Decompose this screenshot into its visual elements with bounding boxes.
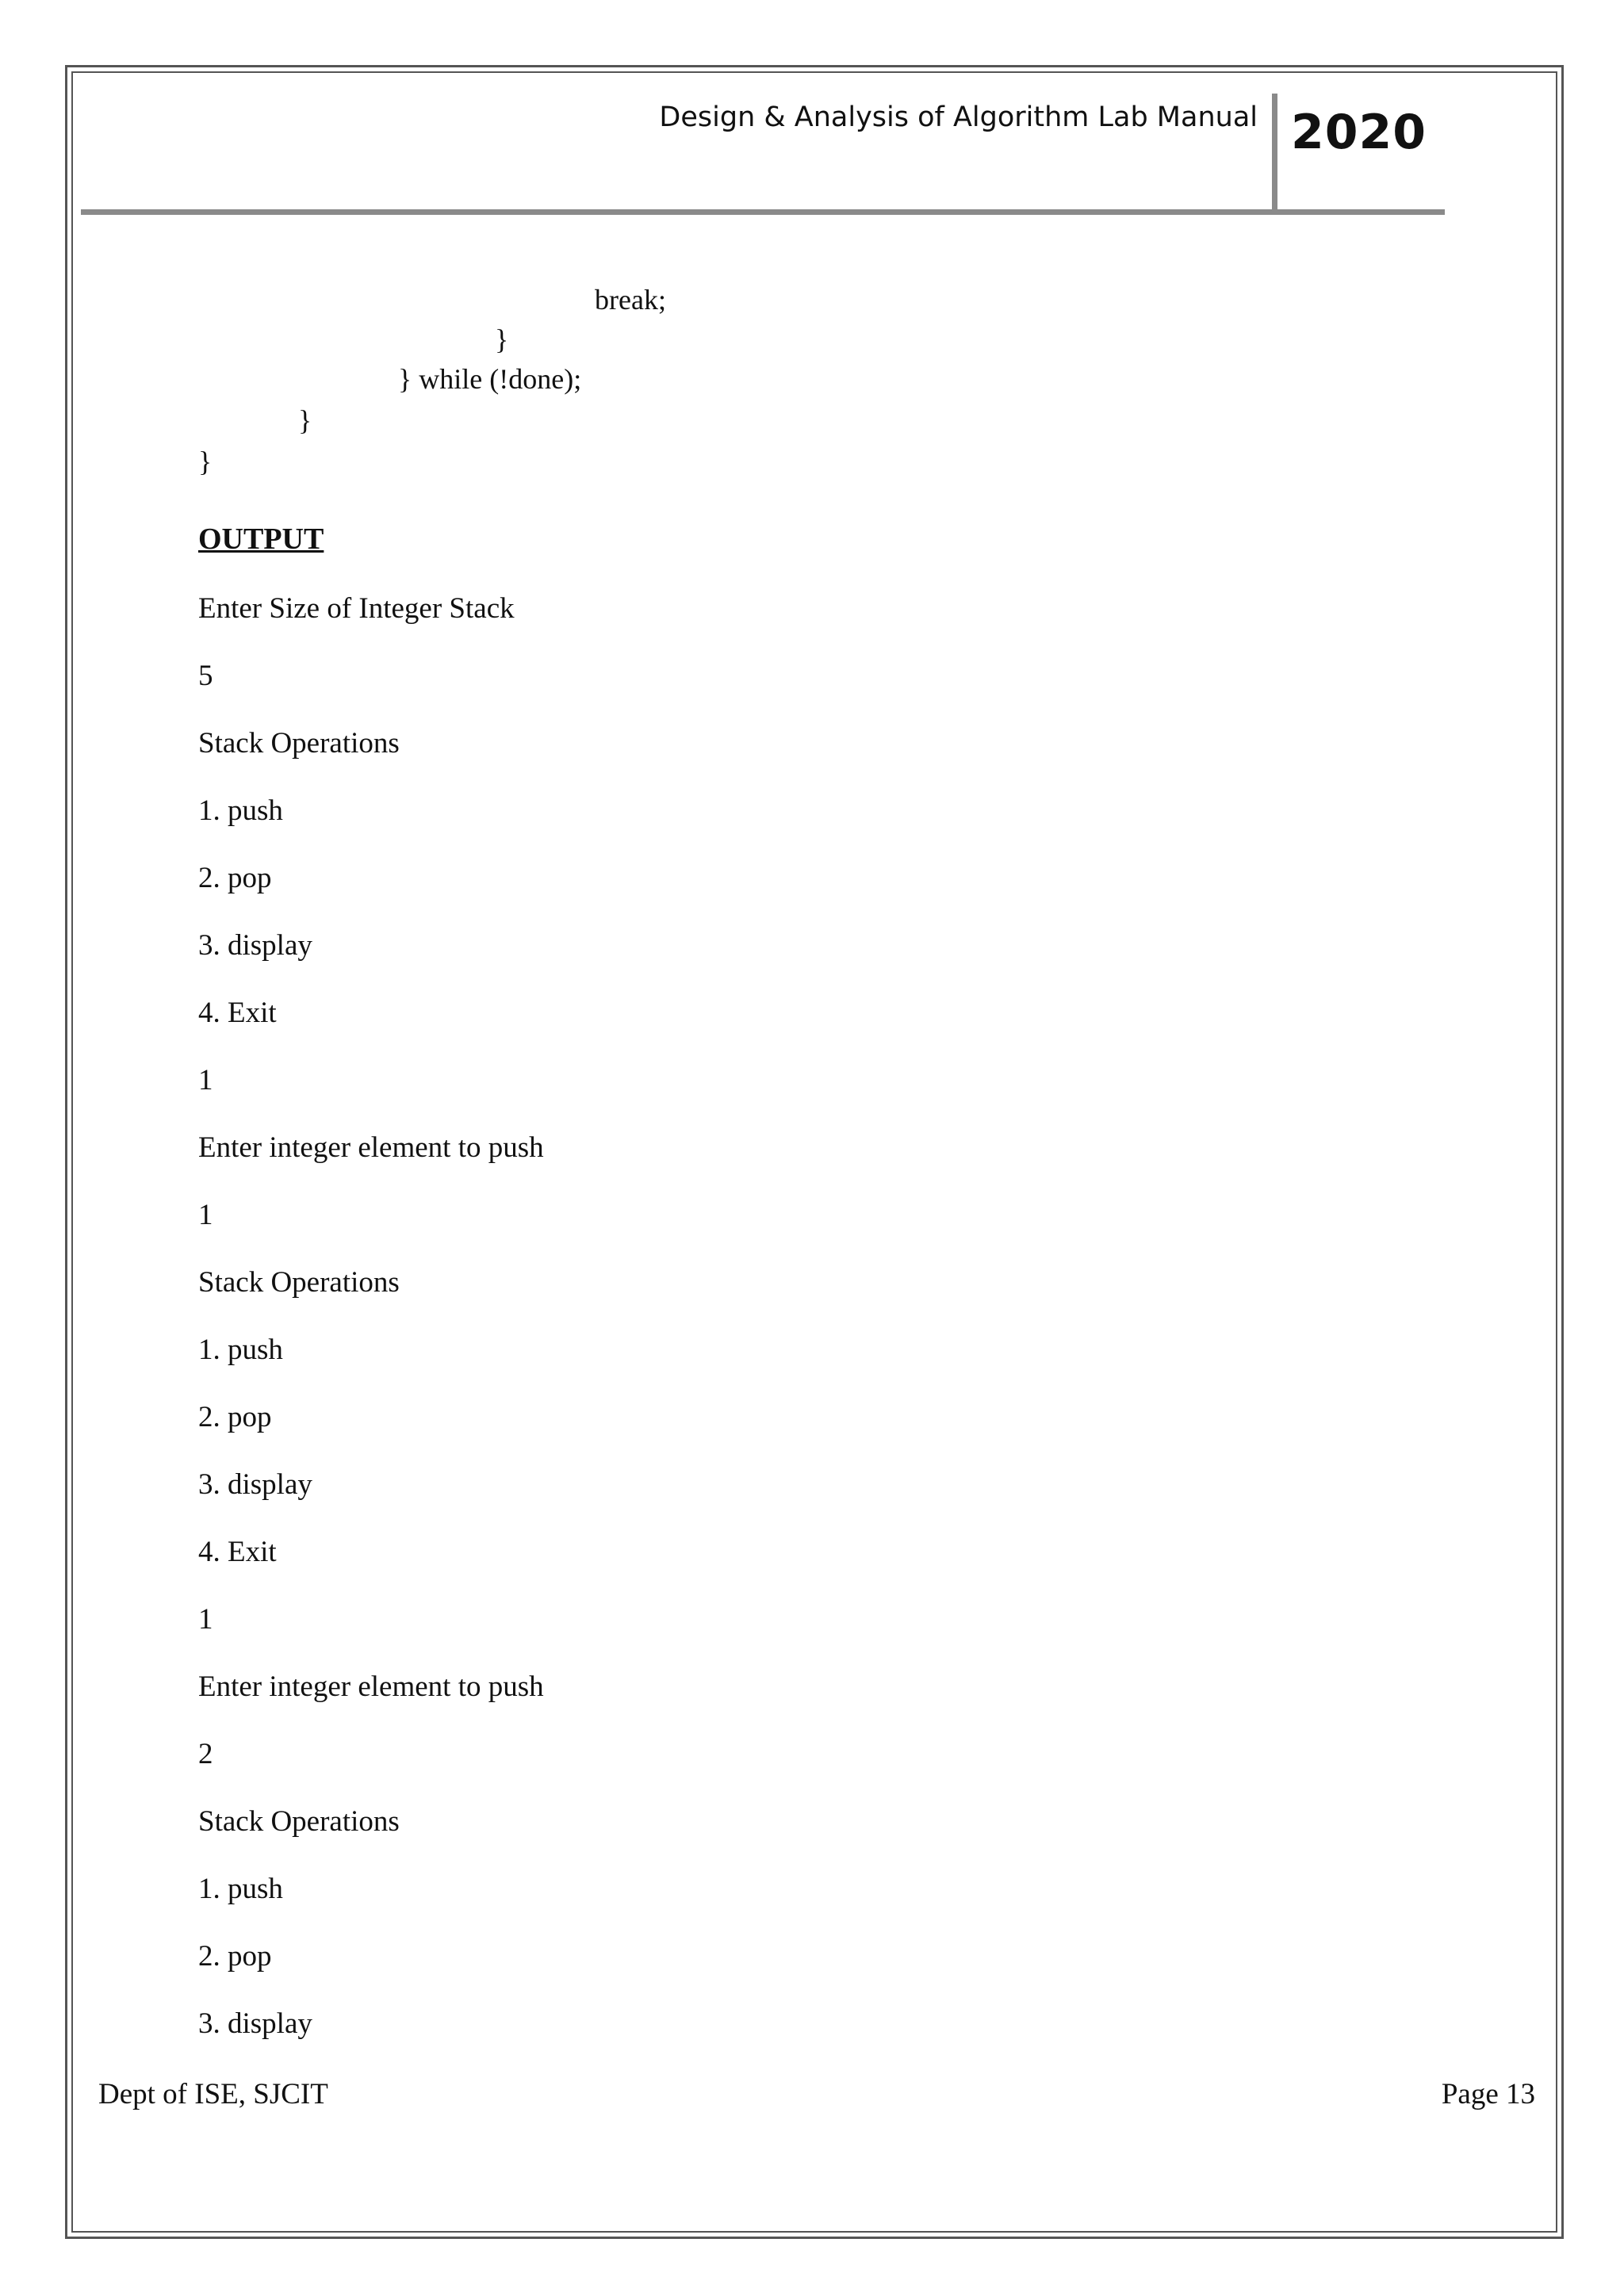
code-line-close-brace: }	[198, 446, 213, 477]
output-line: 3. display	[198, 929, 312, 962]
header-title: Design & Analysis of Algorithm Lab Manual	[659, 101, 1258, 133]
header-divider-vertical	[1272, 94, 1277, 214]
output-line: Stack Operations	[198, 1805, 400, 1838]
code-line-close-brace: }	[495, 323, 509, 355]
output-line: Enter integer element to push	[198, 1131, 544, 1164]
footer-page-number: Page 13	[1441, 2078, 1535, 2110]
output-line: 1. push	[198, 1873, 283, 1905]
output-line: 4. Exit	[198, 997, 277, 1029]
output-line: 3. display	[198, 2007, 312, 2040]
output-line: 2. pop	[198, 1940, 272, 1973]
output-line: 1. push	[198, 1334, 283, 1366]
code-line-break: break;	[595, 284, 666, 316]
output-line: 2	[198, 1738, 213, 1770]
output-line: 1	[198, 1199, 213, 1231]
output-line: 1. push	[198, 794, 283, 827]
output-line: Stack Operations	[198, 727, 400, 760]
output-line: Stack Operations	[198, 1266, 400, 1299]
output-heading: OUTPUT	[198, 522, 324, 556]
header-year: 2020	[1291, 105, 1427, 160]
header-divider-horizontal	[81, 209, 1445, 215]
output-line: Enter integer element to push	[198, 1670, 544, 1703]
output-line: 2. pop	[198, 1401, 272, 1433]
footer-department: Dept of ISE, SJCIT	[98, 2078, 328, 2110]
output-line: 1	[198, 1603, 213, 1636]
output-line: Enter Size of Integer Stack	[198, 592, 515, 625]
output-line: 1	[198, 1064, 213, 1096]
output-line: 4. Exit	[198, 1536, 277, 1568]
output-line: 5	[198, 660, 213, 692]
output-line: 2. pop	[198, 862, 272, 894]
code-line-close-brace: }	[298, 404, 312, 436]
output-line: 3. display	[198, 1468, 312, 1501]
code-line-while: } while (!done);	[398, 363, 582, 395]
